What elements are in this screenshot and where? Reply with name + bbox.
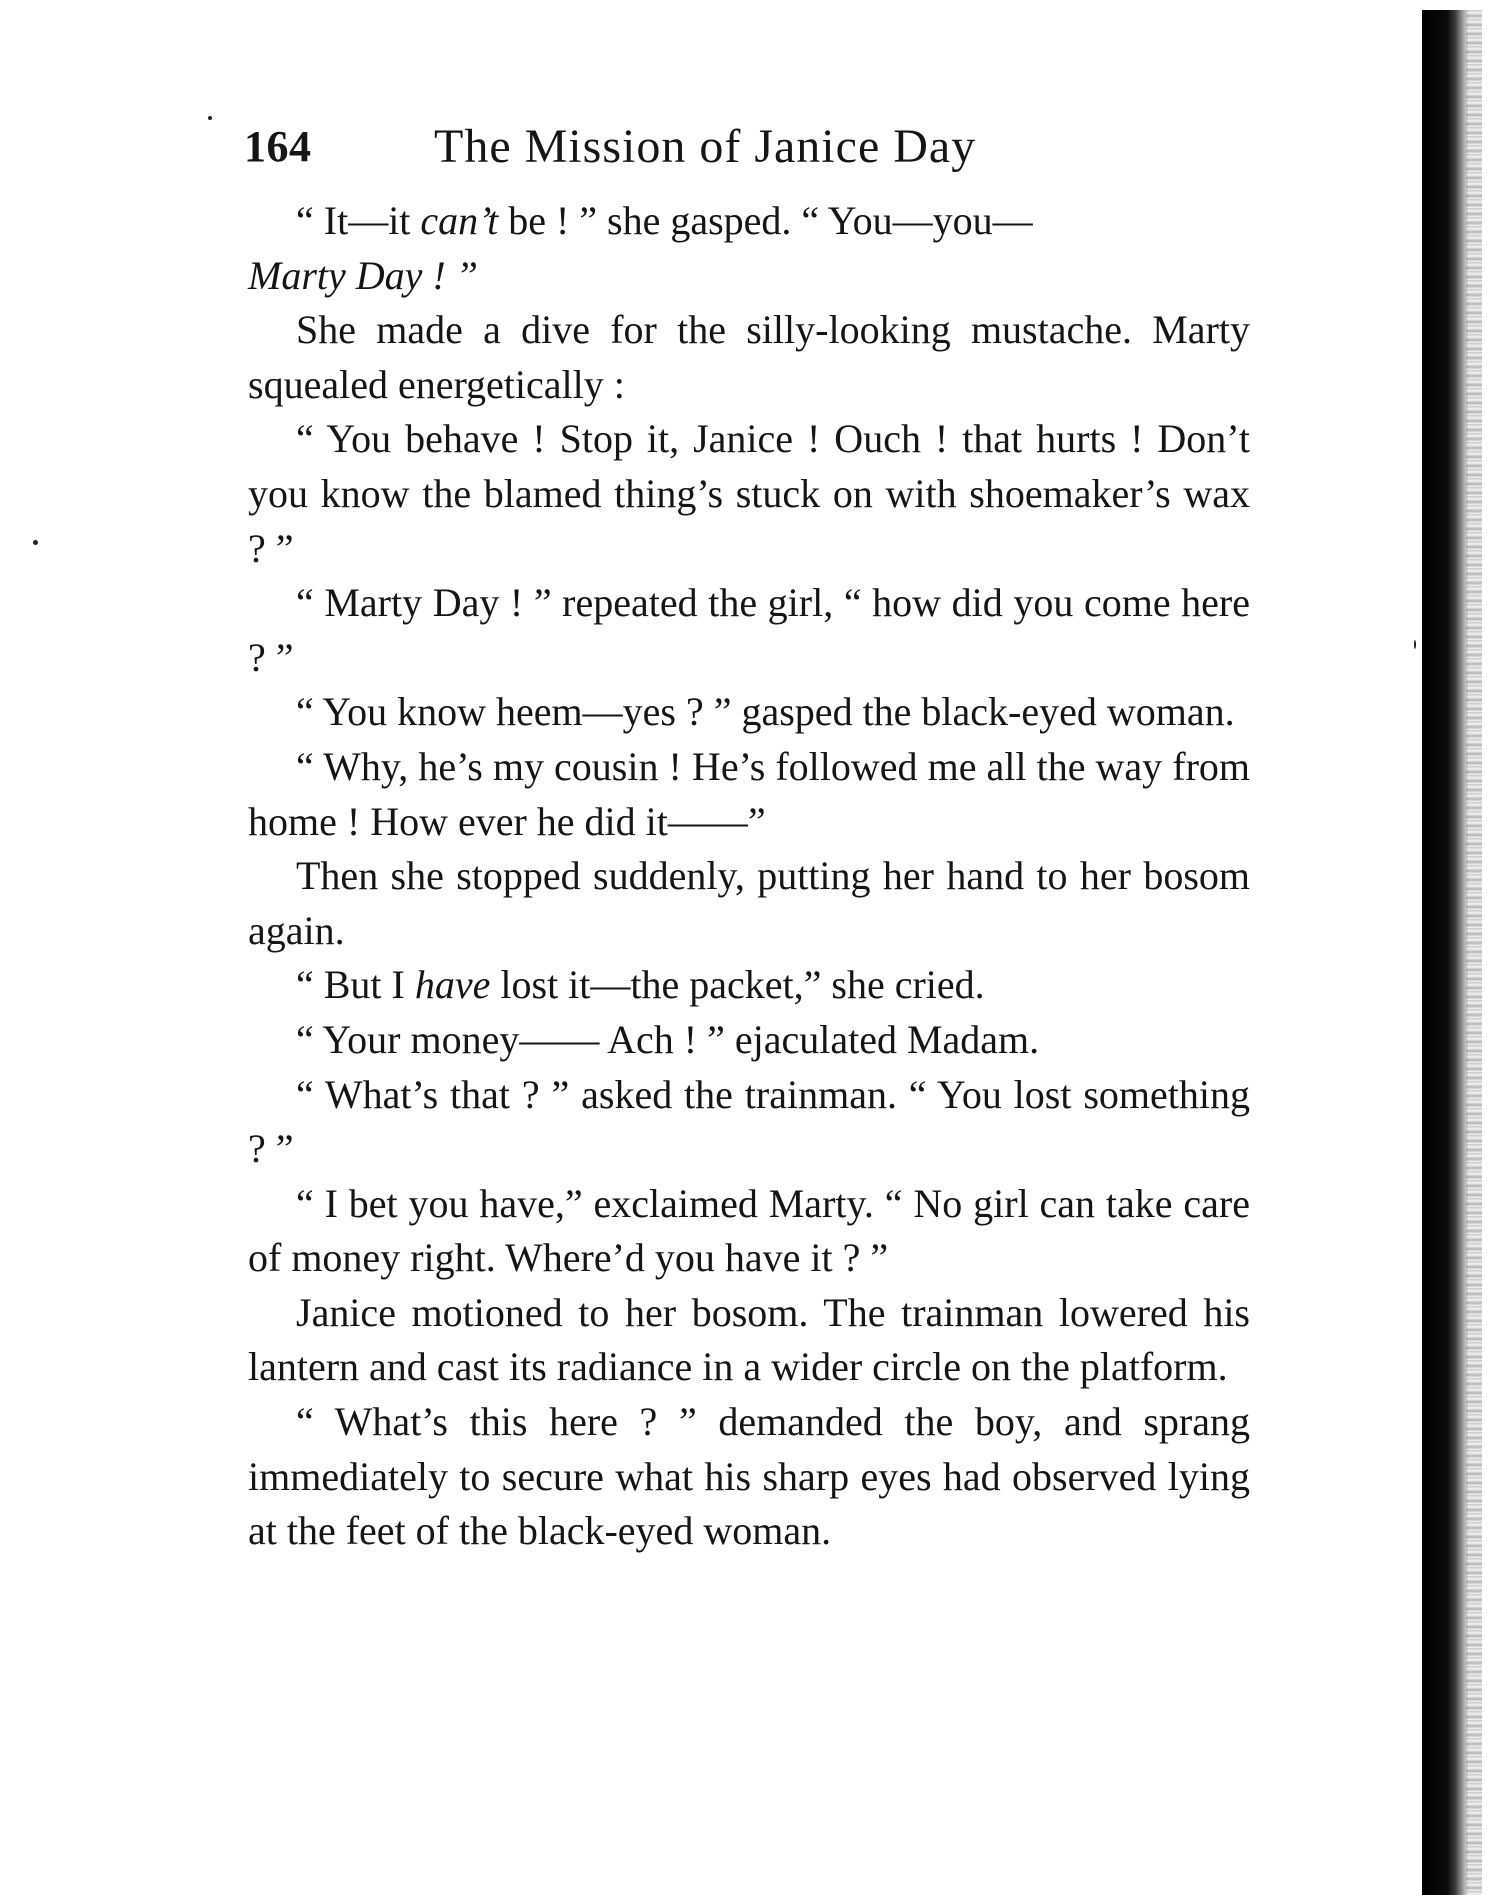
italic-text: have — [414, 962, 491, 1008]
paragraph: “ Marty Day ! ” repeated the girl, “ how did you come here ? ” — [248, 580, 1250, 680]
italic-text: Marty Day ! ” — [248, 252, 478, 298]
text-run: “ It—it — [296, 198, 421, 243]
scan-speck — [208, 116, 212, 120]
running-title: The Mission of Janice Day — [434, 120, 977, 173]
page-header — [244, 112, 1124, 182]
paragraph: “ What’s this here ? ” demanded the boy, and sprang immediately to secure what his sharp eyes had observed lying at the feet of the black-eyed woman. — [248, 1399, 1250, 1554]
scan-speck — [33, 540, 38, 545]
paragraph: She made a dive for the silly-looking mustache. Marty squealed energetically : — [248, 307, 1250, 407]
paragraph: “ Why, he’s my cousin ! He’s followed me all the way from home ! How ever he did it——” — [248, 743, 1250, 844]
paragraph — [248, 958, 1250, 1013]
paragraph: “ Your money—— Ach ! ” ejaculated Madam. — [296, 1016, 1040, 1062]
paragraph: “ You know heem—yes ? ” gasped the black-eyed woman. — [296, 689, 1235, 735]
paragraph: “ I bet you have,” exclaimed Marty. “ No girl can take care of money right. Where’d you have it ? ” — [248, 1180, 1250, 1281]
text-run: “ But I — [296, 962, 415, 1008]
text-body — [248, 194, 1250, 1559]
paragraph: “ You behave ! Stop it, Janice ! Ouch ! that hurts ! Don’t you know the blamed thing’s stuck on with shoemaker’s wax ? ” — [248, 416, 1250, 571]
paragraph: Then she stopped suddenly, putting her hand to her bosom again. — [248, 853, 1250, 953]
text-run: be ! ” she gasped. “ You—you— — [498, 198, 1033, 243]
page-number: 164 — [244, 122, 312, 171]
binding-edge — [1422, 10, 1468, 1895]
paragraph: Janice motioned to her bosom. The trainman lowered his lantern and cast its radiance in a wider circle on the platform. — [248, 1289, 1250, 1390]
paragraph — [248, 194, 1250, 303]
paragraph: “ What’s that ? ” asked the trainman. “ You lost something ? ” — [248, 1071, 1250, 1172]
text-run: lost it—the packet,” she cried. — [490, 962, 985, 1008]
italic-text: can’t — [420, 198, 499, 243]
scan-speck — [1414, 640, 1416, 649]
